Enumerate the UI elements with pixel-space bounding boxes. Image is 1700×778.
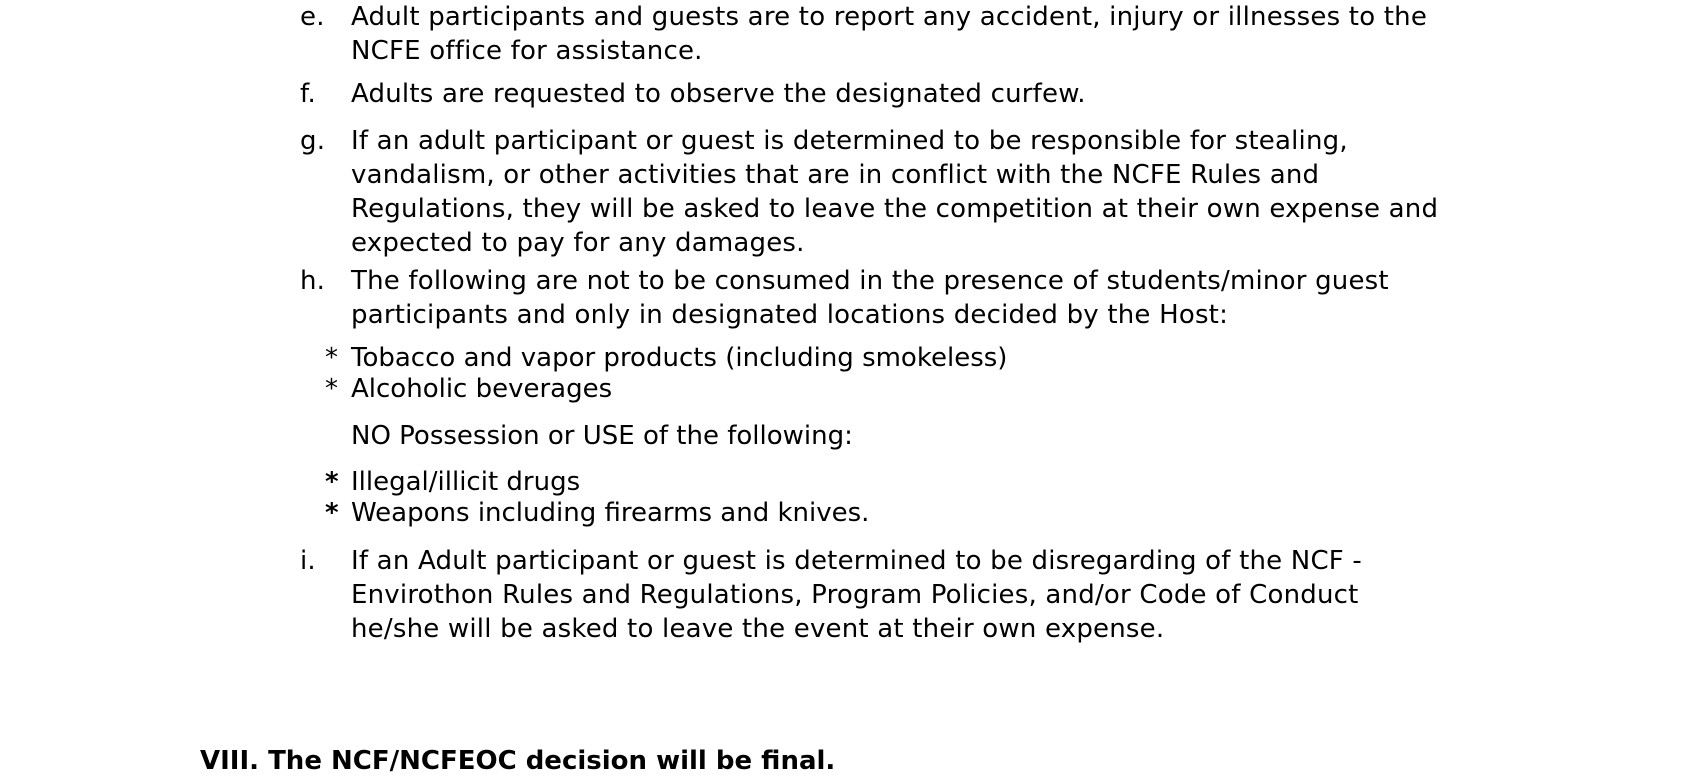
item-text: If an Adult participant or guest is determined to be disregarding of the NCF - Envirothon Rules and Regulations, Program Policies, and/or Code of Conduct he/she will be asked to leave the event at their own expense. (351, 546, 1363, 644)
bullet-asterisk: * (325, 467, 339, 497)
item-text: If an adult participant or guest is determined to be responsible for stealing, vandalism, or other activities that are in conflict with the NCFE Rules and Regulations, they will be asked to leave the competition at their own expense and expected to pay for any damages. (351, 126, 1439, 258)
no-possession-heading: NO Possession or USE of the following: (351, 421, 853, 451)
bullet-asterisk: * (325, 343, 338, 373)
bullet-asterisk: * (325, 498, 339, 528)
item-text: The following are not to be consumed in the presence of students/minor guest participants and only in designated locations decided by the Host: (351, 266, 1389, 330)
item-marker: e. (300, 2, 325, 32)
item-marker: g. (300, 126, 326, 156)
bullet-text: Alcoholic beverages (351, 374, 613, 404)
item-text: Adults are requested to observe the designated curfew. (351, 79, 1086, 109)
bullet-text: Weapons including firearms and knives. (351, 498, 870, 528)
section-viii-heading: VIII. The NCF/NCFEOC decision will be final. (200, 746, 836, 776)
bullet-text: Tobacco and vapor products (including smokeless) (351, 343, 1008, 373)
item-text: Adult participants and guests are to report any accident, injury or illnesses to the NCFE office for assistance. (351, 2, 1428, 66)
item-marker: f. (300, 79, 316, 109)
bullet-text: Illegal/illicit drugs (351, 467, 581, 497)
bullet-asterisk: * (325, 374, 338, 404)
item-marker: h. (300, 266, 326, 296)
item-marker: i. (300, 546, 316, 576)
